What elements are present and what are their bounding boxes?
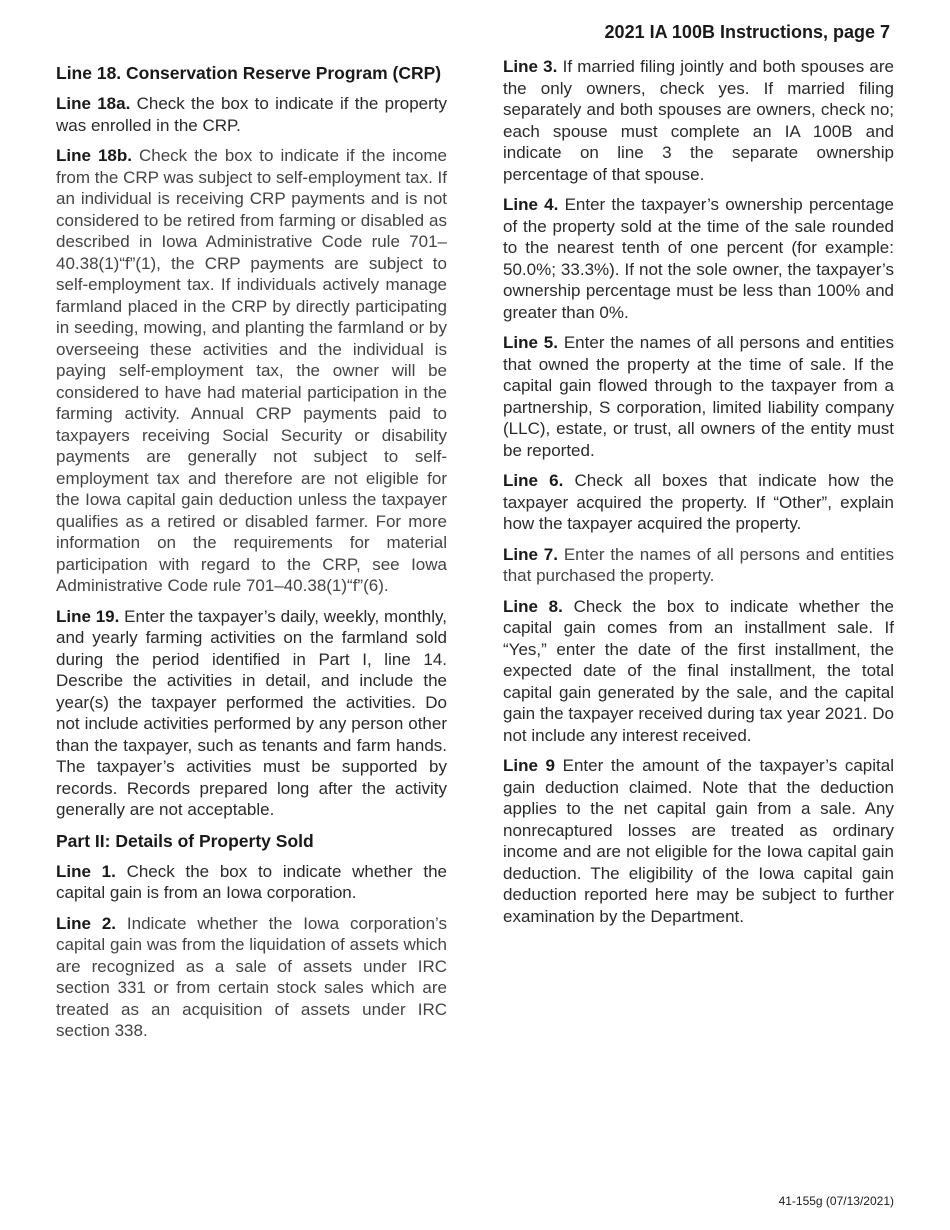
part2-line2-text: Indicate whether the Iowa corporation’s capital gain was from the liquidation of assets which are recognized as a sale of assets under IRC section 331 or from certain stock sales which are treated as an acquisition of assets under IRC section 338. — [56, 913, 447, 1040]
part2-line6-paragraph — [503, 470, 894, 535]
page-title: 2021 IA 100B Instructions, page 7 — [604, 22, 890, 42]
line18b-text: Check the box to indicate if the income from the CRP was subject to self-employment tax. If an individual is receiving CRP payments and is not considered to be retired from farming or disabled as described in Iowa Administrative Code rule 701–40.38(1)“f”(1), the CRP payments are subject to self-employment tax. If individuals actively manage farmland placed in the CRP by directly participating in seeding, mowing, and planting the farmland or by overseeing these activities and the individual is paying self-employment tax, the owner will be considered to have had material participation in the farming activity. Annual CRP payments paid to taxpayers receiving Social Security or disability payments are generally not subject to self-employment tax and therefore are not eligible for the Iowa capital gain deduction unless the taxpayer qualifies as a retired or disabled farmer. For more information on the requirements for material participation with regard to the CRP, see Iowa Administrative Code rule 701–40.38(1)“f”(6). — [56, 146, 448, 595]
line18-heading: Line 18. Conservation Reserve Program (CRP) — [56, 63, 442, 83]
part2-line1-label: Line 1. — [56, 861, 116, 881]
line19-text: Enter the taxpayer’s daily, weekly, monthly, and yearly farming activities on the farmland sold during the period identified in Part I, line 14. Describe the activities in detail, and include the year(s) the taxpayer performed the activities. Do not include activities performed by any person other than the taxpayer, such as tenants and farm hands. The taxpayer’s activities must be supported by records. Records prepared long after the activity generally are not acceptable. — [56, 606, 447, 819]
line18b-paragraph — [56, 145, 447, 597]
part2-line9-paragraph — [503, 755, 894, 927]
part2-line7-label: Line 7. — [503, 544, 558, 564]
line18a-text: Check the box to indicate if the property was enrolled in the CRP. — [56, 94, 447, 135]
part2-line8-label: Line 8. — [503, 596, 563, 616]
part2-line3-label: Line 3. — [503, 57, 558, 76]
line18a-paragraph — [56, 93, 447, 136]
left-column — [56, 62, 447, 1051]
part2-line8-text: Check the box to indicate whether the capital gain comes from an installment sale. If “Yes,” enter the date of the first installment, the expected date of the final installment, the total capital gain generated by the sale, and the capital gain the taxpayer received during tax year 2021. Do not include any interest received. — [503, 596, 894, 745]
line19-label: Line 19. — [56, 606, 120, 626]
line18a-label: Line 18a. — [56, 94, 131, 113]
part2-line3-paragraph — [503, 56, 894, 185]
part2-line9-label: Line 9 — [503, 756, 556, 775]
part2-line6-label: Line 6. — [503, 471, 564, 490]
part2-line5-text: Enter the names of all persons and entities that owned the property at the time of sale. If the capital gain flowed through to the taxpayer from a partnership, S corporation, limited liability company (LLC), estate, or trust, all owners of the entity must be reported. — [503, 333, 894, 460]
part2-line4-paragraph — [503, 194, 894, 323]
part2-line9-text: Enter the amount of the taxpayer’s capital gain deduction claimed. Note that the deduction applies to the net capital gain from a sale. Any nonrecaptured losses are treated as ordinary income and are not eligible for the Iowa capital gain deduction. The eligibility of the Iowa capital gain deduction reported here may be subject to further examination by the Department. — [503, 756, 894, 926]
part2-line1-paragraph — [56, 861, 447, 904]
line19-paragraph — [56, 606, 447, 821]
part2-line8-paragraph — [503, 596, 894, 747]
part2-line2-paragraph — [56, 913, 447, 1042]
line18b-label: Line 18b. — [56, 146, 132, 165]
right-column — [503, 56, 894, 936]
part2-line6-text: Check all boxes that indicate how the taxpayer acquired the property. If “Other”, explain how the taxpayer acquired the property. — [503, 471, 894, 533]
part2-line2-label: Line 2. — [56, 913, 117, 933]
part2-line3-text: If married filing jointly and both spouses are the only owners, check yes. If married filing separately and both spouses are owners, check no; each spouse must complete an IA 100B and indicate on line 3 the separate ownership percentage of that spouse. — [503, 57, 894, 184]
form-code: 41-155g (07/13/2021) — [778, 1194, 894, 1208]
part2-line1-text: Check the box to indicate whether the capital gain is from an Iowa corporation. — [56, 861, 447, 902]
part2-line5-label: Line 5. — [503, 333, 558, 352]
part2-line5-paragraph — [503, 332, 894, 461]
part2-line7-paragraph — [503, 544, 894, 587]
part2-line4-text: Enter the taxpayer’s ownership percentage of the property sold at the time of the sale rounded to the nearest tenth of one percent (for example: 50.0%; 33.3%). If not the sole owner, the taxpayer’s ownership percentage must be less than 100% and greater than 0%. — [503, 195, 895, 322]
part2-heading: Part II: Details of Property Sold — [56, 830, 314, 851]
part2-line7-text: Enter the names of all persons and entities that purchased the property. — [503, 544, 894, 585]
part2-line4-label: Line 4. — [503, 195, 559, 214]
